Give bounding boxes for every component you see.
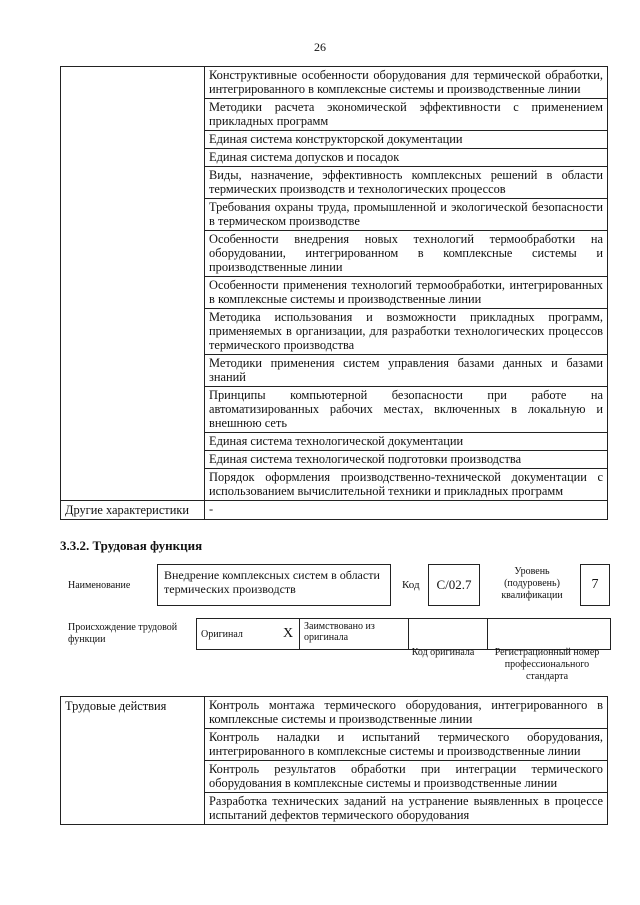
knowledge-item: Порядок оформления производственно-технической документации с использованием вычислительной техники и прикладных программ (205, 469, 608, 501)
reg-number-label: Регистрационный номер профессионального стандарта (494, 647, 600, 682)
code-original-cell (409, 619, 488, 650)
origin-table (196, 618, 611, 650)
name-box (157, 564, 391, 606)
actions-label: Трудовые действия (61, 697, 205, 825)
section-heading: 3.3.2. Трудовая функция (60, 538, 203, 553)
action-item: Разработка технических заданий на устранение выявленных в процессе испытаний дефектов термического оборудования (205, 793, 608, 825)
code-original-label: Код оригинала (411, 647, 475, 658)
knowledge-label-cell (61, 67, 205, 501)
level-box (580, 564, 610, 606)
other-characteristics-label: Другие характеристики (61, 501, 205, 520)
knowledge-item: Особенности применения технологий термообработки, интегрированных в комплексные системы и производственные линии (205, 277, 608, 309)
knowledge-item: Методика использования и возможности прикладных программ, применяемых в организации, для разработки технологических процессов термического производства (205, 309, 608, 355)
table-row (61, 697, 608, 729)
other-characteristics-value: - (205, 501, 608, 520)
original-mark: X (277, 619, 300, 650)
knowledge-item: Принципы компьютерной безопасности при работе на автоматизированных рабочих местах, включенных в локальную и внешнюю сеть (205, 387, 608, 433)
knowledge-item: Единая система конструкторской документации (205, 131, 608, 149)
knowledge-item: Требования охраны труда, промышленной и экологической безопасности в термическом производстве (205, 199, 608, 231)
borrowed-label: Заимствовано из оригинала (300, 619, 409, 650)
knowledge-item: Методики расчета экономической эффективности с применением прикладных программ (205, 99, 608, 131)
origin-label: Происхождение трудовой функции (68, 622, 178, 645)
knowledge-table (60, 66, 608, 520)
knowledge-item: Конструктивные особенности оборудования для термической обработки, интегрированного в комплексные системы и производственные линии (205, 67, 608, 99)
knowledge-item: Единая система технологической подготовки производства (205, 451, 608, 469)
code-box (428, 564, 480, 606)
knowledge-item: Виды, назначение, эффективность комплексных решений в области термических производств и технологических процессов (205, 167, 608, 199)
table-row (61, 67, 608, 99)
knowledge-item: Единая система технологической документации (205, 433, 608, 451)
code-label: Код (402, 579, 420, 591)
knowledge-item: Особенности внедрения новых технологий термообработки на оборудовании, интегрированном в комплексные системы и производственные линии (205, 231, 608, 277)
action-item: Контроль монтажа термического оборудования, интегрированного в комплексные системы и производственные линии (205, 697, 608, 729)
reg-number-cell (488, 619, 611, 650)
table-row (197, 619, 611, 650)
action-item: Контроль результатов обработки при интеграции термического оборудования в комплексные системы и производственные линии (205, 761, 608, 793)
code-value: C/02.7 (436, 577, 472, 592)
knowledge-item: Единая система допусков и посадок (205, 149, 608, 167)
name-label: Наименование (68, 580, 131, 591)
name-value: Внедрение комплексных систем в области термических производств (164, 568, 380, 596)
original-label: Оригинал (197, 619, 278, 650)
page-number: 26 (314, 40, 326, 54)
level-value: 7 (591, 577, 599, 592)
action-item: Контроль наладки и испытаний термического оборудования, интегрированного в комплексные системы и производственные линии (205, 729, 608, 761)
table-row (61, 501, 608, 520)
knowledge-item: Методики применения систем управления базами данных и базами знаний (205, 355, 608, 387)
level-label: Уровень (подуровень) квалификации (501, 566, 563, 601)
actions-table (60, 696, 608, 825)
